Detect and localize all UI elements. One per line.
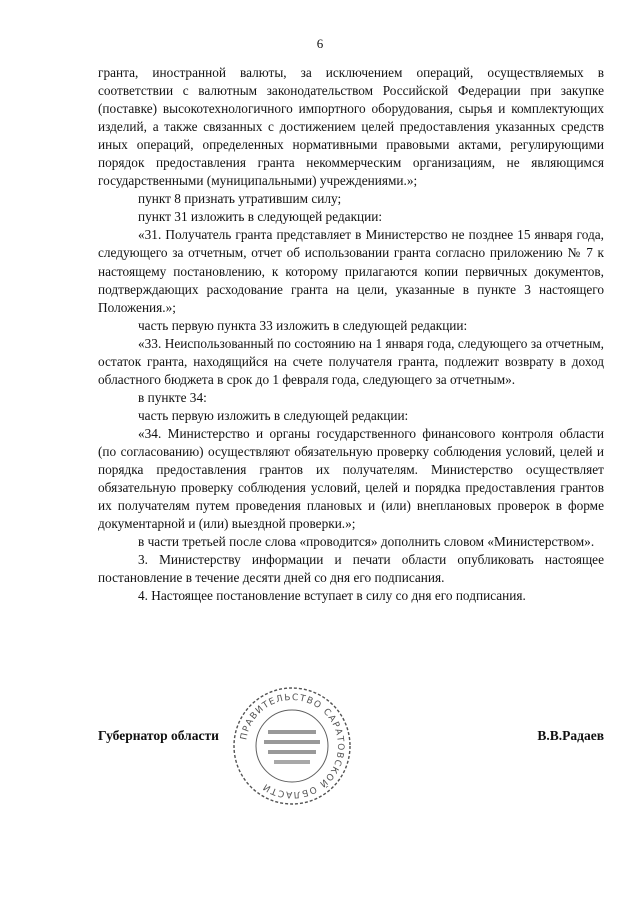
paragraph-item-31-intro: пункт 31 изложить в следующей редакции: bbox=[138, 209, 383, 225]
paragraph-item-8: пункт 8 признать утратившим силу; bbox=[138, 191, 342, 207]
paragraph-item-34-text: «34. Министерство и органы государственного финансового контроля области (по согласованию) осуществляют обязательную проверку соблюдения условий, целей и порядка предоставления грантов их получателям. Министерство осуществляет обязательную проверку соблюдения условий, целей и порядка предоставления грантов их получателям путем проведения плановых и (или) внеплановых проверок в форме документарной и (или) выездной проверки.»; bbox=[98, 425, 604, 532]
paragraph-clause-4: 4. Настоящее постановление вступает в силу со дня его подписания. bbox=[138, 588, 526, 604]
paragraph-item-34-intro: в пункте 34: bbox=[138, 389, 207, 405]
signer-name: В.В.Радаев bbox=[537, 728, 604, 743]
signer-title: Губернатор области bbox=[98, 728, 219, 743]
document-body bbox=[98, 64, 604, 605]
paragraph-continuation: гранта, иностранной валюты, за исключением операций, осуществляемых в соответствии с валютным законодательством Российской Федерации при закупке (поставке) высокотехнологичного импортного оборудования, сырья и комплектующих изделий, а также связанных с достижением целей предоставления указанных средств иных операций, определенных нормативными правовыми актами, регулирующими порядок предоставления гранта некоммерческим организациям, не являющимся государственными (муниципальными) учреждениями.»; bbox=[98, 65, 604, 189]
paragraph-clause-3: 3. Министерству информации и печати области опубликовать настоящее постановление в течение десяти дней со дня его подписания. bbox=[98, 552, 604, 586]
paragraph-item-34-part-1: часть первую изложить в следующей редакции: bbox=[138, 407, 409, 423]
signature-block bbox=[98, 692, 604, 838]
official-seal-stamp bbox=[230, 684, 354, 808]
paragraph-item-33-intro: часть первую пункта 33 изложить в следующей редакции: bbox=[138, 317, 468, 333]
svg-text:ПРАВИТЕЛЬСТВО САРАТОВСКОЙ ОБЛА: ПРАВИТЕЛЬСТВО САРАТОВСКОЙ ОБЛАСТИ bbox=[239, 692, 346, 800]
page-number: 6 bbox=[316, 36, 324, 51]
paragraph-item-34-part-3: в части третьей после слова «проводится» дополнить словом «Министерством». bbox=[138, 534, 595, 550]
paragraph-item-31-text: «31. Получатель гранта представляет в Министерство не позднее 15 января года, следующего за отчетным, отчет об использовании гранта согласно приложению № 7 к настоящему постановлению, к которому прилагаются копии первичных документов, подтверждающих расходование гранта на цели, указанные в пункте 3 настоящего Положения.»; bbox=[98, 227, 604, 315]
paragraph-item-33-text: «33. Неиспользованный по состоянию на 1 января года, следующего за отчетным, остаток гранта, находящийся на счете получателя гранта, подлежит возврату в доход областного бюджета в срок до 1 февраля года, следующего за отчетным». bbox=[98, 335, 604, 387]
